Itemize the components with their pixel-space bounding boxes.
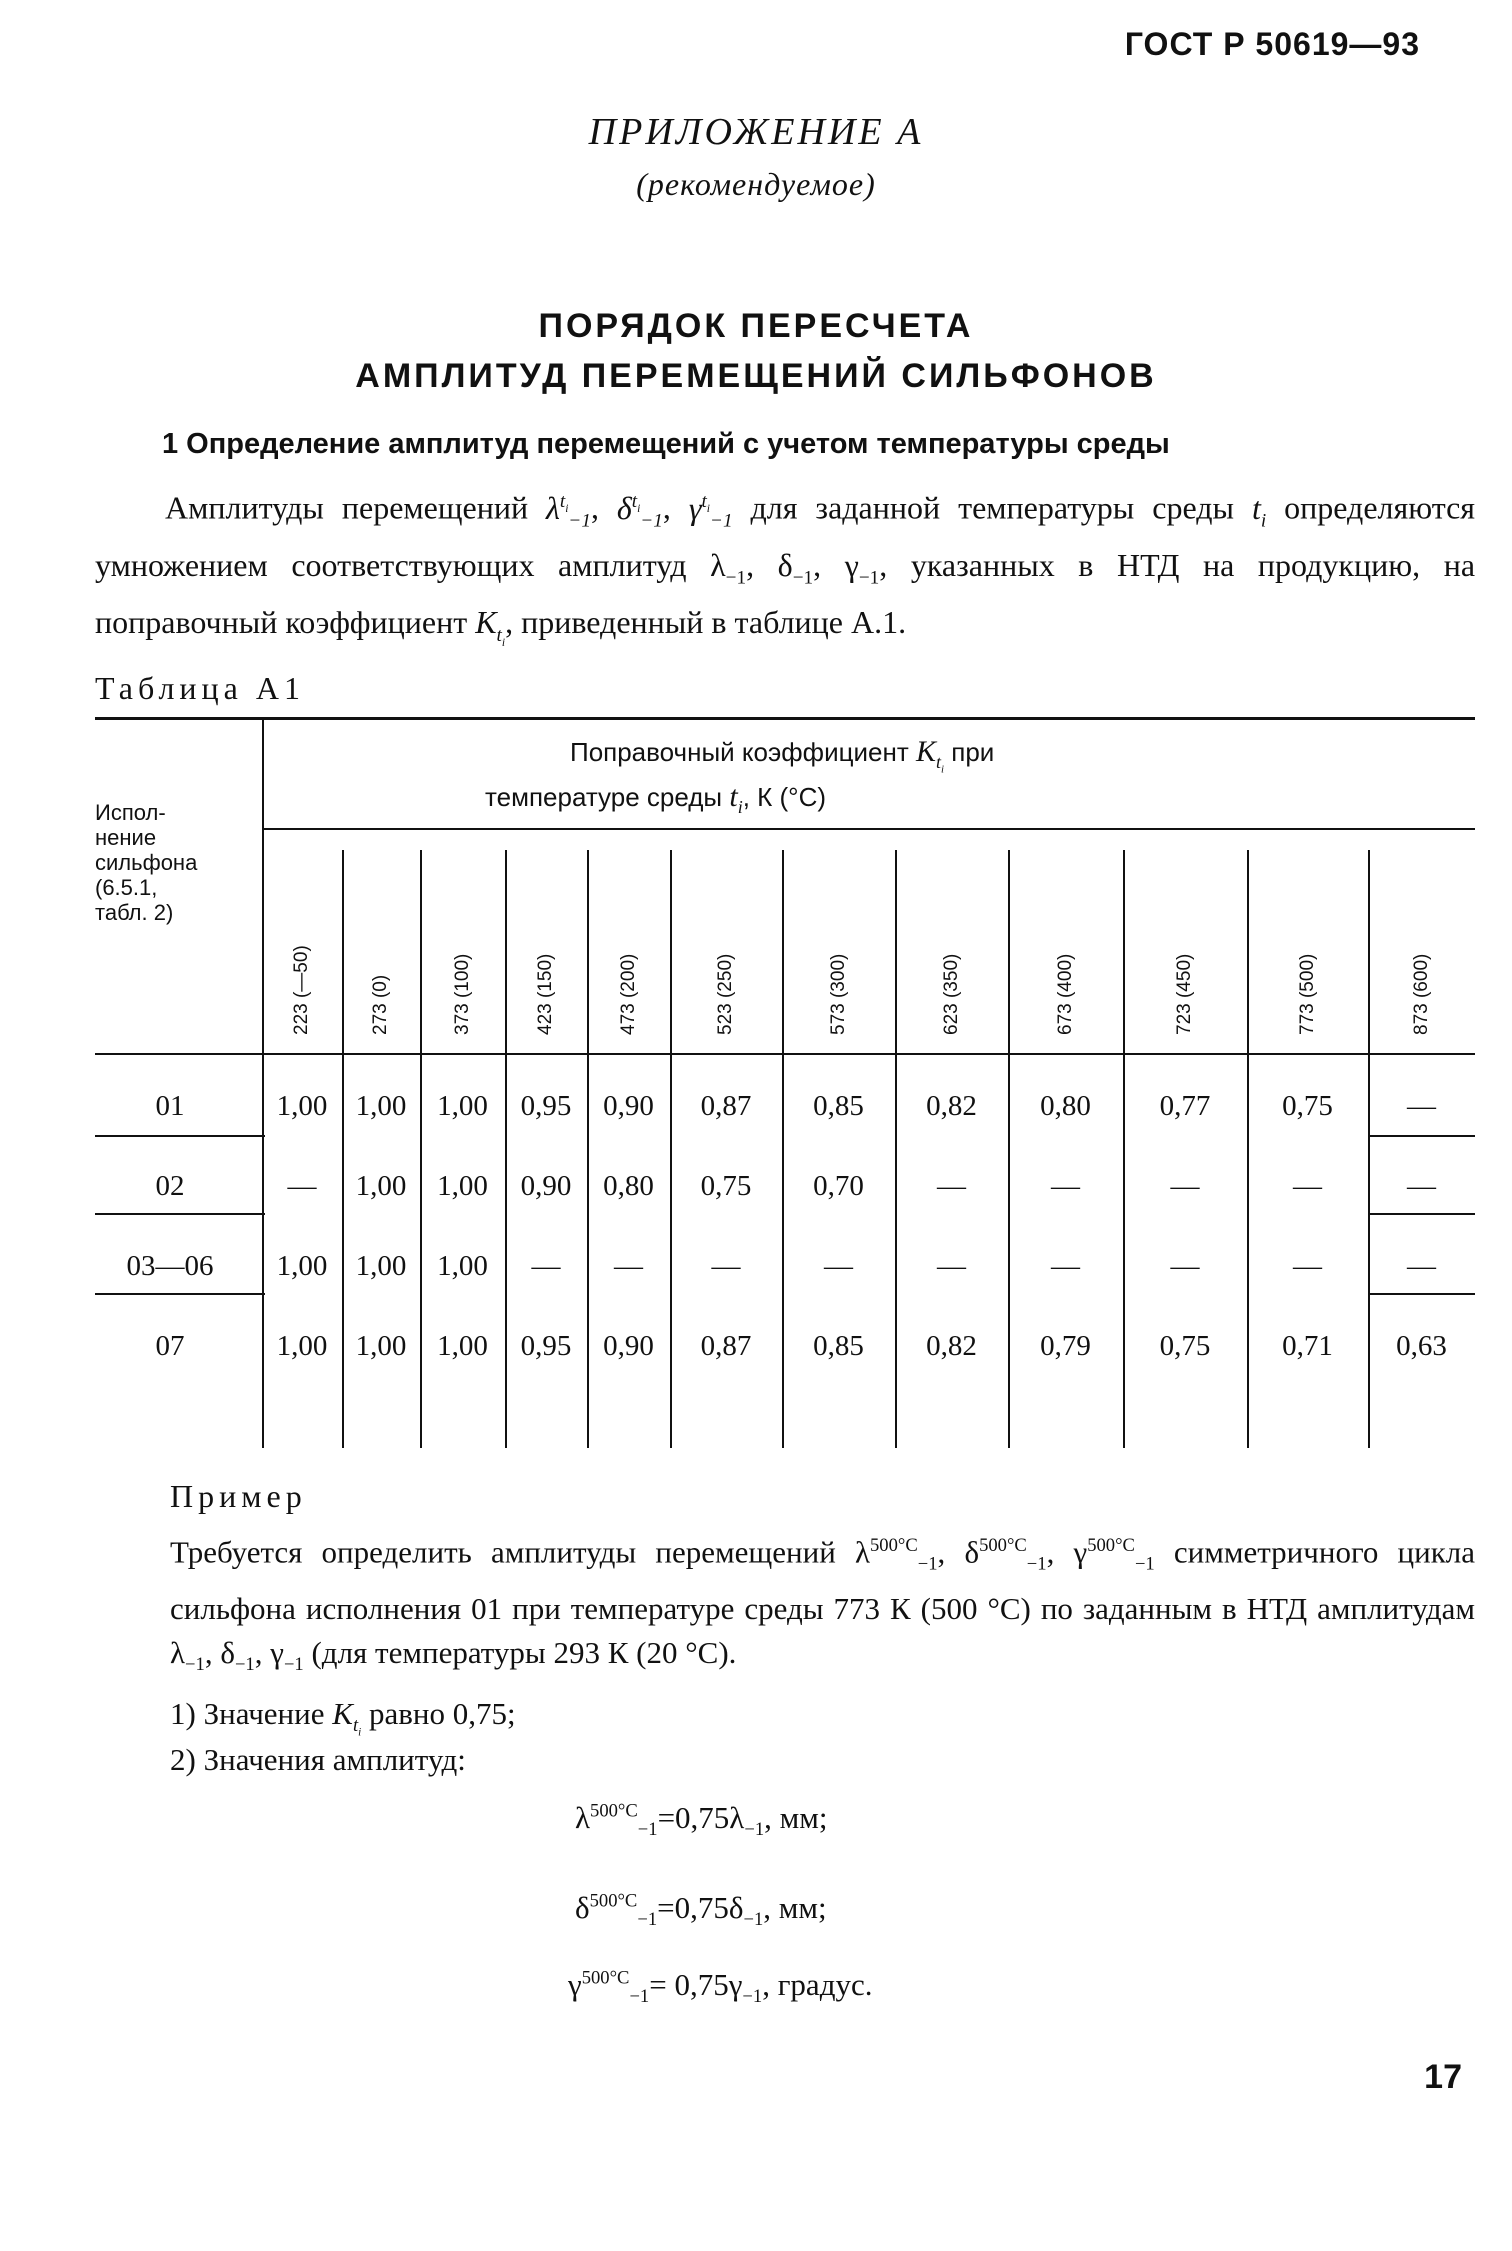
table-cell: 0,63 — [1396, 1330, 1447, 1362]
column-header: 373 (100) — [451, 953, 473, 1035]
example-paragraph: Требуется определить амплитуды перемещений $\lambda^{500^\circ C}_{-1}$, $\delta^{500^\circ C}_{-1}$, $\gamma^{500^\circ C}_{-1}$ симметричного цикла сильфона исполнения 01 при температуре среды 773 К (500 °С) по заданным в НТД амплитудам $\lambda_{-1}$, $\delta_{-1}$, $\gamma_{-1}$ (для температуры 293 К (20 °С). — [170, 1534, 1476, 1675]
table-cell: — — [1407, 1170, 1436, 1202]
table-cell: 0,75 — [700, 1170, 752, 1202]
column-header: 723 (450) — [1174, 953, 1195, 1035]
table-cell: 0,75 — [1159, 1330, 1211, 1362]
equation-lambda: $\lambda^{500^\circ C}_{-1}=0,75\lambda_{-1}$, мм; — [575, 1800, 828, 1841]
table-cell: 0,90 — [520, 1170, 572, 1202]
table-cell: — — [1170, 1170, 1200, 1202]
table-cell: 0,85 — [813, 1330, 864, 1362]
table-cell: 1,00 — [355, 1170, 407, 1202]
table-cell: — — [287, 1170, 317, 1202]
table-cell: 0,82 — [926, 1330, 977, 1362]
table-cell: 0,87 — [700, 1090, 752, 1122]
row-separator — [95, 1293, 265, 1295]
table-row-label: 02 — [155, 1170, 185, 1202]
table-cell: 0,95 — [520, 1330, 572, 1362]
table-row-label: 07 — [155, 1330, 185, 1362]
row-header: Испол- нение сильфона (6.5.1, табл. 2) — [95, 800, 198, 925]
table-cell: — — [1407, 1090, 1436, 1122]
table-cell: 1,00 — [276, 1250, 328, 1282]
table-row-label: 01 — [155, 1090, 185, 1122]
table-cell: 1,00 — [276, 1330, 328, 1362]
column-header: 623 (350) — [940, 953, 962, 1035]
table-cell: 0,75 — [1282, 1090, 1333, 1122]
column-header: 423 (150) — [535, 953, 556, 1035]
column-header: 523 (250) — [715, 953, 736, 1035]
table-cell: — — [1407, 1250, 1436, 1282]
row-separator — [95, 1135, 265, 1137]
row-separator — [1368, 1213, 1475, 1215]
standard-number: ГОСТ Р 50619—93 — [1124, 26, 1420, 62]
table-cell: 0,71 — [1282, 1330, 1333, 1362]
column-header: 673 (400) — [1054, 953, 1076, 1035]
section-paragraph: Амплитуды перемещений $\lambda^{t_i}_{-1}$, $\delta^{t_i}_{-1}$, $\gamma^{t_i}_{-1}$ для заданной температуры среды $t_i$ определяются умножением соответствующих амплитуд $\lambda_{-1}$, $\delta_{-1}$, $\gamma_{-1}$, указанных в НТД на продукцию, на поправочный коэффициент $K_{t_i}$, приведенный в таблице А.1. — [95, 489, 1476, 649]
table-row-label: 03—06 — [126, 1250, 214, 1282]
example-heading: Пример — [170, 1478, 307, 1514]
column-header: 873 (600) — [1410, 953, 1432, 1035]
table-cell: — — [711, 1250, 741, 1282]
table-cell: 1,00 — [355, 1330, 407, 1362]
table-cell: — — [614, 1250, 643, 1282]
appendix-title: ПРИЛОЖЕНИЕ А — [588, 111, 924, 153]
table-cell: 1,00 — [437, 1250, 488, 1282]
column-header: 273 (0) — [370, 974, 391, 1035]
table-cell: 0,90 — [603, 1090, 654, 1122]
example-step-1: 1) Значение $K_{t_i}$ равно 0,75; — [170, 1696, 516, 1739]
table-cell: 0,82 — [926, 1090, 977, 1122]
table-cell: 1,00 — [355, 1090, 407, 1122]
appendix-note: (рекомендуемое) — [636, 166, 876, 202]
page-title-line1: ПОРЯДОК ПЕРЕСЧЕТА — [538, 307, 974, 345]
column-header: 773 (500) — [1296, 953, 1318, 1035]
table-cell: 1,00 — [355, 1250, 407, 1282]
table-caption: Таблица А1 — [95, 670, 305, 706]
table-cell: 0,79 — [1040, 1330, 1091, 1362]
row-separator — [1368, 1293, 1475, 1295]
page-number: 17 — [1424, 2058, 1462, 2096]
equation-gamma: $\gamma^{500^\circ C}_{-1}= 0,75\gamma_{-1}$, градус. — [568, 1967, 873, 2008]
column-header: 473 (200) — [617, 953, 639, 1035]
table-cell: — — [1293, 1250, 1322, 1282]
table-cell: — — [1051, 1170, 1080, 1202]
column-header: 223 (—50) — [291, 945, 312, 1035]
table-cell: — — [531, 1250, 561, 1282]
table-cell: 0,80 — [1040, 1090, 1091, 1122]
table-top-rule — [95, 717, 1475, 720]
table-cell: — — [1170, 1250, 1200, 1282]
table-cell: 0,80 — [603, 1170, 654, 1202]
column-header: 573 (300) — [827, 953, 849, 1035]
group-header-rule — [262, 828, 1475, 830]
table-cell: — — [937, 1250, 966, 1282]
table-cell: 0,90 — [603, 1330, 654, 1362]
equation-delta: $\delta^{500^\circ C}_{-1}=0,75\delta_{-1}$, мм; — [575, 1890, 827, 1931]
table-cell: 1,00 — [437, 1090, 488, 1122]
group-header-2: температуре среды $t_i$, К (°С) — [485, 780, 827, 817]
table-cell: 0,85 — [813, 1090, 864, 1122]
row-separator — [95, 1213, 265, 1215]
table-cell: — — [1051, 1250, 1080, 1282]
table-cell: 0,87 — [700, 1330, 752, 1362]
table-cell: — — [824, 1250, 853, 1282]
table-cell: 1,00 — [437, 1170, 488, 1202]
table-cell: 0,70 — [813, 1170, 864, 1202]
table-cell: — — [1293, 1170, 1322, 1202]
table-cell: 1,00 — [276, 1090, 328, 1122]
header-bottom-rule — [95, 1053, 1475, 1055]
example-step-2: 2) Значения амплитуд: — [170, 1742, 466, 1777]
row-separator — [1368, 1135, 1475, 1137]
section-heading: 1 Определение амплитуд перемещений с учетом температуры среды — [162, 428, 1170, 460]
table-cell: 0,77 — [1159, 1090, 1211, 1122]
page-title-line2: АМПЛИТУД ПЕРЕМЕЩЕНИЙ СИЛЬФОНОВ — [355, 357, 1157, 395]
table-cell: 0,95 — [520, 1090, 572, 1122]
group-header-1: Поправочный коэффициент $K_{t_i}$ при — [570, 735, 995, 776]
table-cell: — — [937, 1170, 966, 1202]
table-cell: 1,00 — [437, 1330, 488, 1362]
